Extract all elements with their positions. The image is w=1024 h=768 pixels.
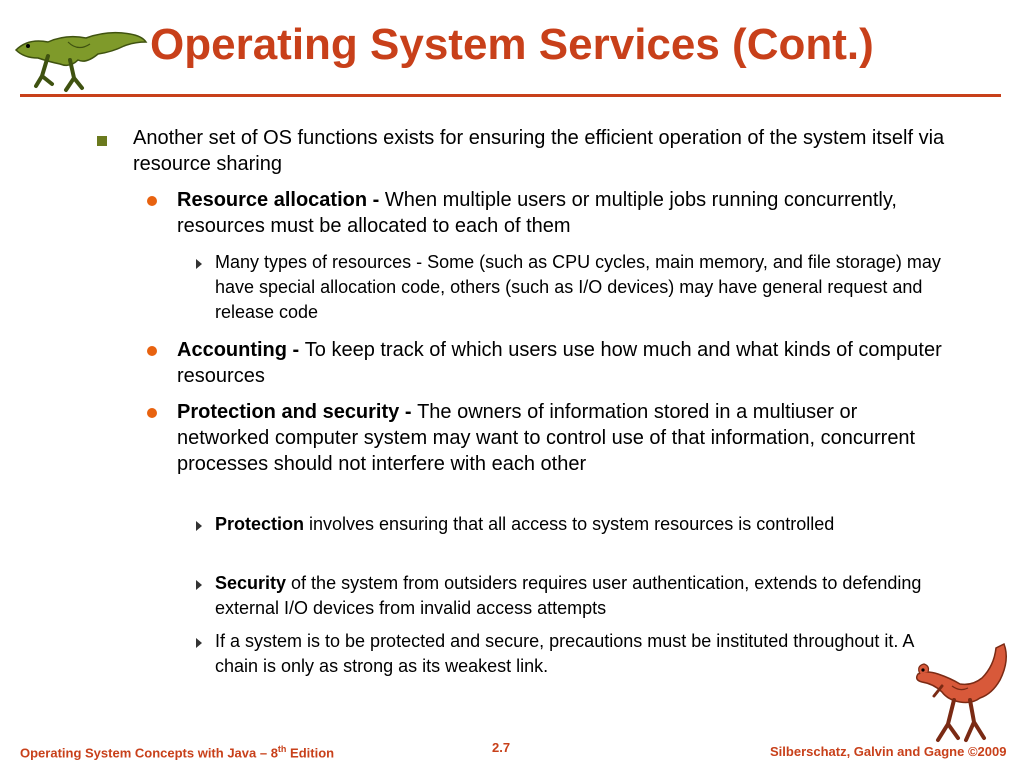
page-number: 2.7 — [492, 740, 511, 755]
triangle-bullet-icon — [196, 521, 202, 531]
bullet-term: Resource allocation - — [177, 189, 385, 211]
intro-text: Another set of OS functions exists for ensuring the efficient operation of the system itself via resource sharing — [133, 127, 945, 175]
sub-bullet-resource-types — [215, 250, 945, 325]
bullet-term: Protection and security - — [177, 401, 418, 423]
sub-bullet-protection — [215, 512, 945, 537]
bullet-resource-allocation — [177, 187, 947, 239]
triangle-bullet-icon — [196, 638, 202, 648]
triangle-bullet-icon — [196, 259, 202, 269]
intro-bullet — [133, 125, 963, 177]
title-divider — [20, 94, 1001, 97]
sub-bullet-weakest-link — [215, 629, 950, 679]
sub-bullet-security — [215, 571, 945, 621]
bullet-text: The owners of information stored in a multiuser or networked computer system may want to control use of that information, concurrent processes should not interfere with each other — [177, 401, 916, 475]
footer-edition-suffix: th — [277, 744, 287, 754]
footer-edition: Edition — [286, 745, 335, 761]
slide-title: Operating System Services (Cont.) — [150, 20, 874, 69]
dinosaur-icon — [908, 640, 1020, 750]
bullet-text: To keep track of which users use how much and what kinds of computer resources — [177, 339, 942, 387]
bullet-protection-security — [177, 399, 947, 477]
dot-bullet-icon — [147, 346, 157, 356]
footer-book-title: Operating System Concepts with Java – 8 — [20, 745, 278, 761]
footer-copyright: Silberschatz, Galvin and Gagne ©2009 — [770, 744, 1007, 759]
sub-bullet-text: If a system is to be protected and secure, precautions must be instituted throughout it. A chain is only as strong as its weakest link. — [215, 631, 914, 676]
sub-bullet-text: involves ensuring that all access to system resources is controlled — [304, 514, 835, 534]
sub-bullet-text: of the system from outsiders requires user authentication, extends to defending external I/O devices from invalid access attempts — [215, 573, 922, 618]
dot-bullet-icon — [147, 408, 157, 418]
bullet-accounting — [177, 337, 947, 389]
bullet-text: When multiple users or multiple jobs running concurrently, resources must be allocated to each of them — [177, 189, 897, 237]
dot-bullet-icon — [147, 196, 157, 206]
footer-left — [20, 744, 334, 760]
square-bullet-icon — [97, 136, 107, 146]
sub-bullet-text: Many types of resources - Some (such as CPU cycles, main memory, and file storage) may have special allocation code, others (such as I/O devices) may have general request and release code — [215, 252, 941, 322]
sub-bullet-term: Protection — [215, 514, 305, 534]
dinosaur-icon — [8, 12, 148, 96]
sub-bullet-term: Security — [215, 573, 287, 593]
bullet-term: Accounting - — [177, 339, 305, 361]
triangle-bullet-icon — [196, 580, 202, 590]
